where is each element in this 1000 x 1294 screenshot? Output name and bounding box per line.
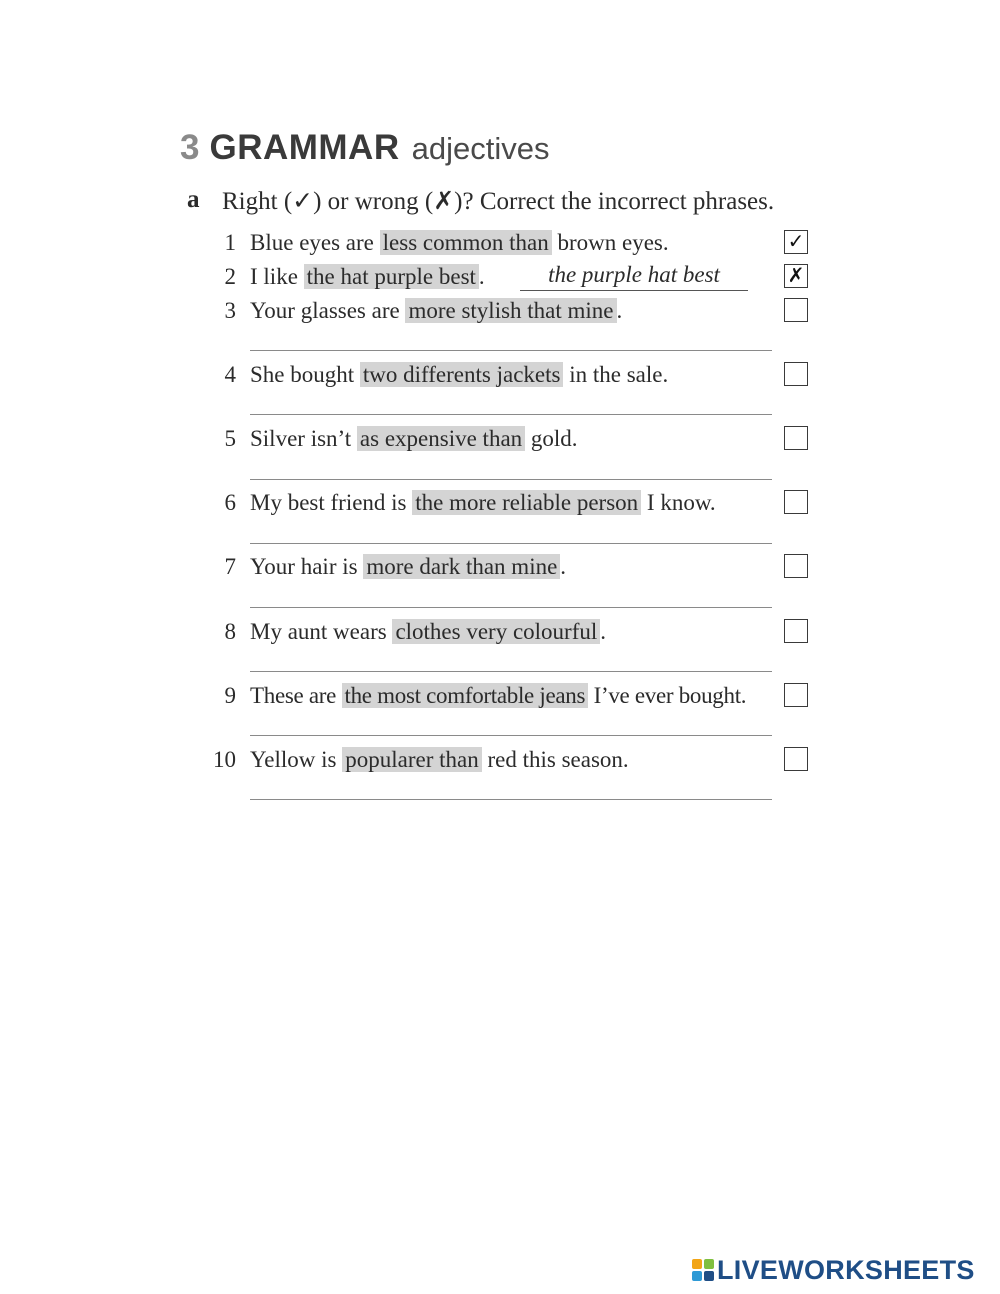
item-number: 10 (213, 747, 236, 772)
item-sentence (250, 486, 716, 520)
item-highlight: the more reliable person (412, 490, 641, 515)
item-sentence (250, 679, 746, 713)
item-number: 8 (224, 619, 236, 644)
item-text-after: . (478, 264, 485, 289)
item-text-before: These are (250, 683, 337, 708)
item-sentence (250, 743, 629, 777)
answer-line[interactable] (250, 607, 772, 608)
item-sentence (250, 615, 606, 649)
check-box[interactable] (784, 426, 808, 450)
exercise-letter: a (187, 186, 200, 213)
exercise-instruction: Right (✓) or wrong (✗)? Correct the incorrect phrases. (222, 188, 775, 215)
section-heading (180, 128, 549, 178)
item-text-before: My best friend is (250, 490, 407, 515)
check-box[interactable] (784, 619, 808, 643)
item-number: 7 (224, 554, 236, 579)
item-number: 1 (224, 230, 236, 255)
section-subtitle: adjectives (411, 131, 550, 166)
item-number: 2 (224, 264, 236, 289)
item-number: 5 (224, 426, 236, 451)
exercise-item (0, 422, 1000, 456)
exercise-item (0, 486, 1000, 520)
item-text-before: Blue eyes are (250, 230, 374, 255)
item-sentence (250, 226, 669, 260)
item-highlight: the hat purple best (304, 264, 479, 289)
answer-line[interactable] (250, 350, 772, 351)
item-text-after: . (616, 298, 623, 323)
item-text-before: My aunt wears (250, 619, 387, 644)
exercise-item (0, 743, 1000, 777)
item-highlight: more dark than mine (363, 554, 560, 579)
item-sentence (250, 294, 622, 328)
answer-line[interactable] (250, 543, 772, 544)
item-highlight: two differents jackets (360, 362, 564, 387)
item-text-before: She bought (250, 362, 355, 387)
answer-line[interactable] (250, 479, 772, 480)
section-number: 3 (180, 128, 200, 167)
answer-line[interactable] (250, 735, 772, 736)
item-highlight: clothes very colourful (392, 619, 600, 644)
exercise-item (0, 615, 1000, 649)
item-highlight: popularer than (342, 747, 481, 772)
item-text-before: Your hair is (250, 554, 358, 579)
item-highlight: the most comfortable jeans (342, 683, 589, 708)
item-number: 6 (224, 490, 236, 515)
answer-field[interactable]: the purple hat best (520, 260, 748, 291)
check-box[interactable] (784, 298, 808, 322)
item-highlight: less common than (380, 230, 552, 255)
check-box[interactable] (784, 490, 808, 514)
answer-line[interactable] (250, 799, 772, 800)
item-sentence (250, 550, 566, 584)
item-text-after: I’ve ever bought. (588, 683, 747, 708)
item-text-after: red this season. (481, 747, 629, 772)
brand-name: LIVEWORKSHEETS (717, 1255, 975, 1285)
item-highlight: more stylish that mine (405, 298, 616, 323)
item-text-before: Silver isn’t (250, 426, 352, 451)
check-box[interactable]: ✓ (784, 230, 808, 254)
exercise-item (0, 260, 1000, 294)
footer-branding (692, 1254, 992, 1286)
check-box[interactable] (784, 747, 808, 771)
exercise-item (0, 226, 1000, 260)
answer-line[interactable] (250, 671, 772, 672)
item-sentence (250, 260, 485, 294)
check-box[interactable] (784, 362, 808, 386)
check-box[interactable]: ✗ (784, 264, 808, 288)
item-text-after: . (560, 554, 567, 579)
item-text-after: . (600, 619, 607, 644)
item-text-after: gold. (525, 426, 578, 451)
item-text-before: I like (250, 264, 298, 289)
item-text-after: I know. (641, 490, 716, 515)
item-sentence (250, 358, 668, 392)
check-box[interactable] (784, 554, 808, 578)
item-text-after: in the sale. (563, 362, 669, 387)
item-number: 4 (224, 362, 236, 387)
item-text-before: Your glasses are (250, 298, 400, 323)
exercise-item (0, 294, 1000, 328)
item-number: 3 (224, 298, 236, 323)
section-title: GRAMMAR (209, 128, 400, 167)
answer-line[interactable] (250, 414, 772, 415)
item-highlight: as expensive than (357, 426, 525, 451)
item-number: 9 (224, 683, 236, 708)
item-sentence (250, 422, 578, 456)
item-text-after: brown eyes. (551, 230, 669, 255)
liveworksheets-logo-icon (692, 1259, 714, 1281)
exercise-item (0, 679, 1000, 713)
exercise-item (0, 550, 1000, 584)
check-box[interactable] (784, 683, 808, 707)
exercise-item (0, 358, 1000, 392)
item-text-before: Yellow is (250, 747, 337, 772)
